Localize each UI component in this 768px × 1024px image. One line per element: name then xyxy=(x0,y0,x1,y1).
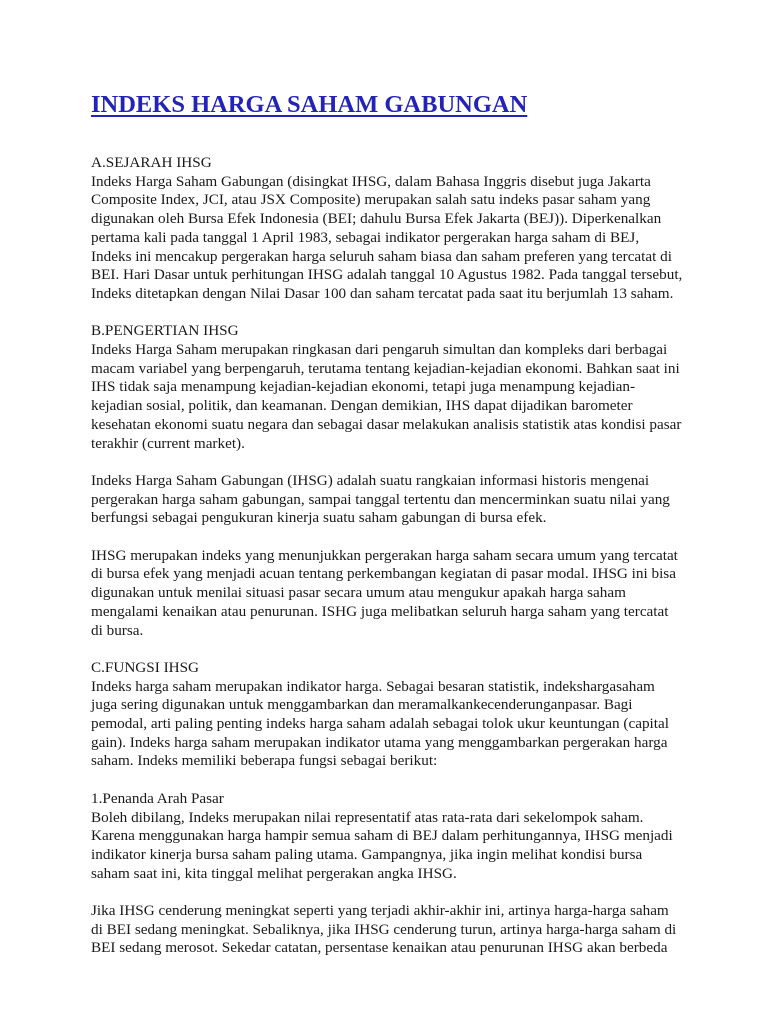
text-line: digunakan oleh Bursa Efek Indonesia (BEI; dahulu Bursa Efek Jakarta (BEJ)). Diperkenalkan xyxy=(91,210,662,228)
text-line: gain). Indeks harga saham merupakan indikator utama yang menggambarkan pergerakan harga xyxy=(91,733,668,751)
paragraph xyxy=(91,322,691,453)
text-line: terakhir (current market). xyxy=(91,434,245,452)
text-line: berfungsi sebagai pengukuran kinerja suatu saham gabungan di bursa efek. xyxy=(91,509,547,527)
section-heading: B.PENGERTIAN IHSG xyxy=(91,322,239,340)
text-line: macam variabel yang berpengaruh, terutama tentang kejadian-kejadian ekonomi. Bahkan saat ini xyxy=(91,359,680,377)
text-line: Indeks Harga Saham Gabungan (IHSG) adalah suatu rangkaian informasi historis mengenai xyxy=(91,471,650,489)
text-line: IHSG merupakan indeks yang menunjukkan pergerakan harga saham secara umum yang tercatat xyxy=(91,546,678,564)
text-line: pemodal, arti paling penting indeks harga saham adalah sebagai tolok ukur keuntungan (capital xyxy=(91,715,669,733)
text-line: pergerakan harga saham gabungan, sampai tanggal tertentu dan mencerminkan suatu nilai yang xyxy=(91,490,670,508)
text-line: Karena menggunakan harga hampir semua saham di BEJ dalam perhitungannya, IHSG menjadi xyxy=(91,827,673,845)
text-line: indikator kinerja bursa saham paling utama. Gampangnya, jika ingin melihat kondisi bursa xyxy=(91,845,643,863)
paragraph xyxy=(91,902,691,958)
text-line: juga sering digunakan untuk menggambarkan dan meramalkankecenderunganpasar. Bagi xyxy=(91,696,633,714)
paragraph xyxy=(91,547,691,641)
document-body xyxy=(91,154,691,977)
text-line: Indeks harga saham merupakan indikator harga. Sebagai besaran statistik, indekshargasaham xyxy=(91,677,655,695)
text-line: saham. Indeks memiliki beberapa fungsi sebagai berikut: xyxy=(91,752,438,770)
section-heading: 1.Penanda Arah Pasar xyxy=(91,789,224,807)
text-line: Indeks Harga Saham Gabungan (disingkat IHSG, dalam Bahasa Inggris disebut juga Jakarta xyxy=(91,172,651,190)
paragraph xyxy=(91,154,691,304)
section-heading: C.FUNGSI IHSG xyxy=(91,658,200,676)
paragraph xyxy=(91,790,691,884)
text-line: mengalami kenaikan atau penurunan. ISHG juga melibatkan seluruh harga saham yang tercatat xyxy=(91,602,669,620)
text-line: saham saat ini, kita tinggal melihat pergerakan angka IHSG. xyxy=(91,864,457,882)
text-line: di bursa. xyxy=(91,621,144,639)
paragraph xyxy=(91,659,691,771)
text-line: Indeks ditetapkan dengan Nilai Dasar 100 dan saham tercatat pada saat itu berjumlah 13 saham. xyxy=(91,284,674,302)
paragraph xyxy=(91,472,691,528)
text-line: IHS tidak saja menampung kejadian-kejadian ekonomi, tetapi juga menampung kejadian- xyxy=(91,378,636,396)
text-line: Composite Index, JCI, atau JSX Composite) merupakan salah satu indeks pasar saham yang xyxy=(91,191,651,209)
text-line: pertama kali pada tanggal 1 April 1983, sebagai indikator pergerakan harga saham di BEJ, xyxy=(91,228,640,246)
text-line: Jika IHSG cenderung meningkat seperti yang terjadi akhir-akhir ini, artinya harga-harga saham xyxy=(91,902,669,920)
text-line: kesehatan ekonomi suatu negara dan sebagai dasar melakukan analisis statistik atas kondisi pasar xyxy=(91,415,682,433)
text-line: BEI. Hari Dasar untuk perhitungan IHSG adalah tanggal 10 Agustus 1982. Pada tanggal tersebut, xyxy=(91,266,683,284)
text-line: BEI sedang merosot. Sekedar catatan, persentase kenaikan atau penurunan IHSG akan berbeda xyxy=(91,939,668,957)
document-title[interactable]: INDEKS HARGA SAHAM GABUNGAN xyxy=(91,91,528,118)
text-line: di bursa efek yang menjadi acuan tentang perkembangan kegiatan di pasar modal. IHSG ini bisa xyxy=(91,565,676,583)
section-heading: A.SEJARAH IHSG xyxy=(91,154,212,171)
text-line: Boleh dibilang, Indeks merupakan nilai representatif atas rata-rata dari sekelompok saham. xyxy=(91,808,644,826)
text-line: di BEI sedang meningkat. Sebaliknya, jika IHSG cenderung turun, artinya harga-harga saham di xyxy=(91,920,677,938)
text-line: Indeks Harga Saham merupakan ringkasan dari pengaruh simultan dan kompleks dari berbagai xyxy=(91,341,668,359)
text-line: digunakan untuk menilai situasi pasar secara umum atau mengukur apakah harga saham xyxy=(91,584,626,602)
text-line: Indeks ini mencakup pergerakan harga seluruh saham biasa dan saham preferen yang tercatat di xyxy=(91,247,672,265)
text-line: kejadian sosial, politik, dan keamanan. Dengan demikian, IHS dapat dijadikan barometer xyxy=(91,397,633,415)
